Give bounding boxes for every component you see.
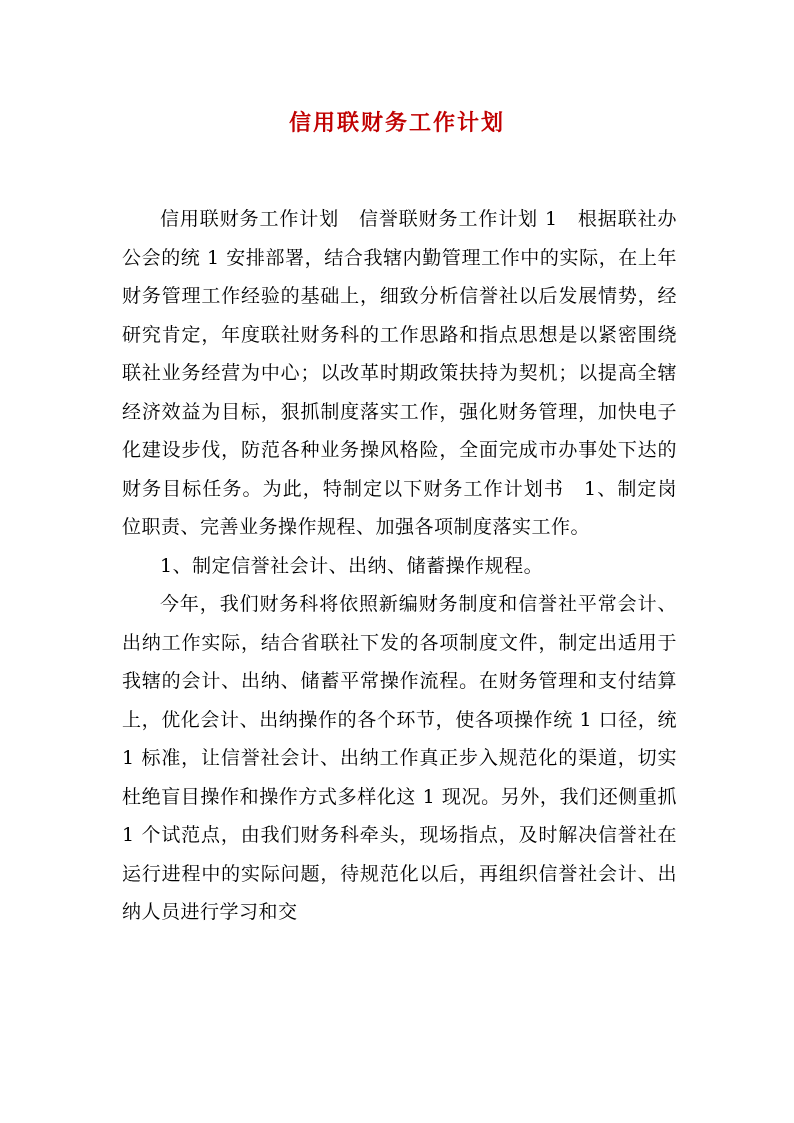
paragraph-item-1: 1、制定信誉社会计、出纳、储蓄操作规程。 [160,554,544,577]
paragraph-intro: 信用联财务工作计划 信誉联财务工作计划 1 根据联社办公会的统 1 安排部署，结合我辖内勤管理工作中的实际，在上年财务管理工作经验的基础上，细致分析信誉社以后发展情势，经研究肯定，年度联社财务科的工作思路和指点思想是以紧密围绕联社业务经营为中心；以改革时期政策扶持为契机；以提高全辖经济效益为目标，狠抓制度落实工作，强化财务管理，加快电子化建设步伐，防范各种业务操风格险，全面完成市办事处下达的财务目标任务。为此，特制定以下财务工作计划书 1、制定岗位职责、完善业务操作规程、加强各项制度落实工作。 [122,208,677,538]
paragraph-detail: 今年，我们财务科将依照新编财务制度和信誉社平常会计、出纳工作实际，结合省联社下发的各项制度文件，制定出适用于我辖的会计、出纳、储蓄平常操作流程。在财务管理和支付结算上，优化会计、出纳操作的各个环节，使各项操作统 1 口径，统 1 标准，让信誉社会计、出纳工作真正步入规范化的渠道，切实杜绝盲目操作和操作方式多样化这 1 现况。另外，我们还侧重抓 1 个试范点，由我们财务科牵头，现场指点，及时解决信誉社在运行进程中的实际问题，待规范化以后，再组织信誉社会计、出纳人员进行学习和交 [122,593,677,923]
document-title: 信用联财务工作计划 [288,110,505,136]
document-body [122,200,677,932]
